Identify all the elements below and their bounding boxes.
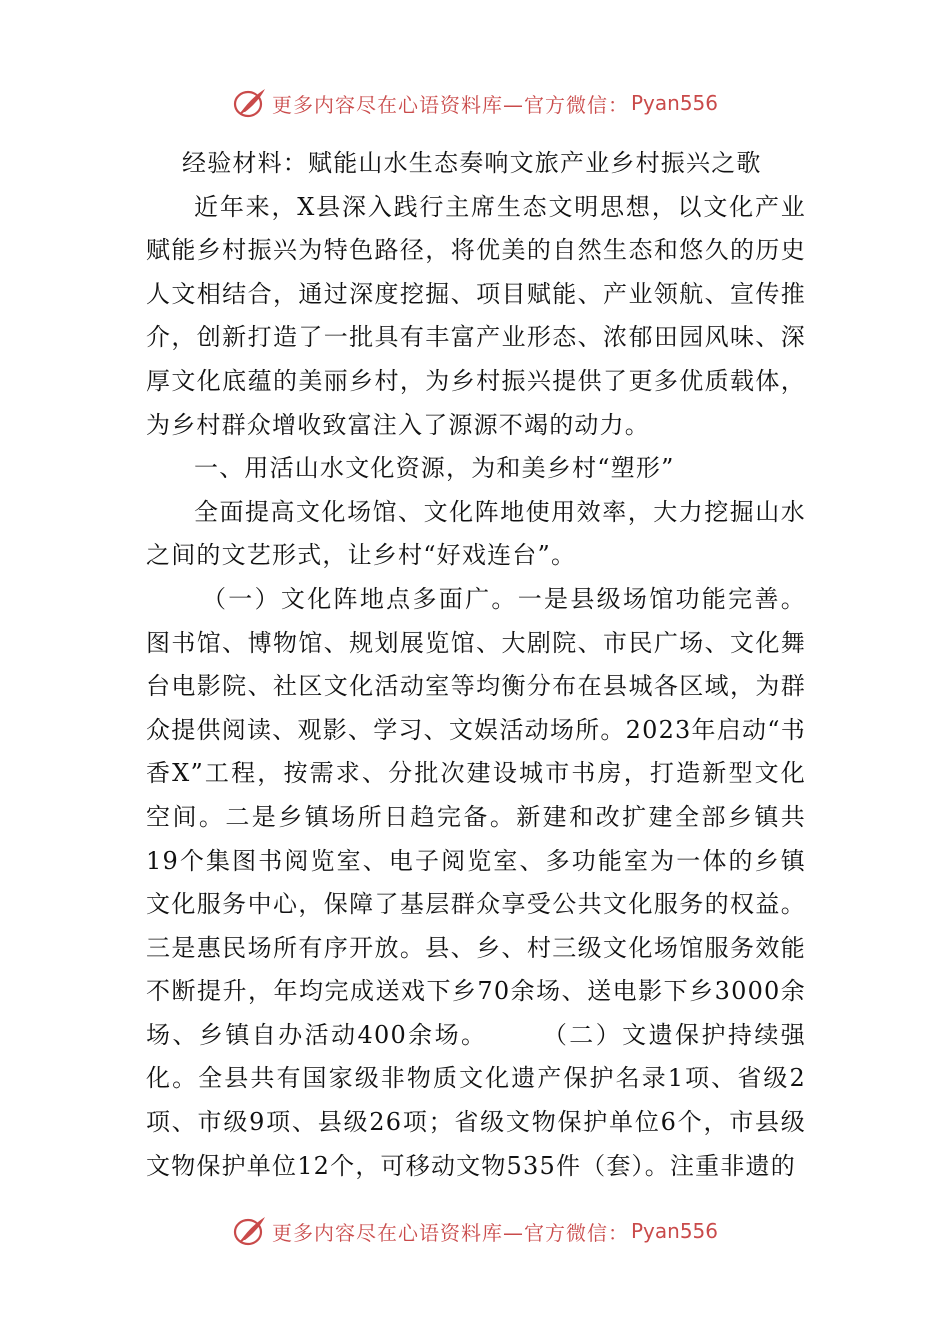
watermark-handle: Pyan556: [630, 1219, 718, 1243]
document-body: [146, 142, 806, 1188]
intro-paragraph: 近年来，X县深入践行主席生态文明思想，以文化产业赋能乡村振兴为特色路径，将优美的自然生态和悠久的历史人文相结合，通过深度挖掘、项目赋能、产业领航、宣传推介，创新打造了一批具有丰富产业形态、浓郁田园风味、深厚文化底蕴的美丽乡村，为乡村振兴提供了更多优质载体，为乡村群众增收致富注入了源源不竭的动力。: [146, 192, 806, 439]
watermark-header: [0, 86, 950, 120]
watermark-text: 更多内容尽在心语资料库—官方微信：: [271, 1220, 629, 1245]
quill-pen-logo-icon: [232, 86, 268, 120]
subsection-paragraph: （一）文化阵地点多面广。一是县级场馆功能完善。图书馆、博物馆、规划展览馆、大剧院、市民广场、文化舞台电影院、社区文化活动室等均衡分布在县城各区域，为群众提供阅读、观影、学习、文娱活动场所。2023年启动“书香X”工程，按需求、分批次建设城市书房，打造新型文化空间。二是乡镇场所日趋完备。新建和改扩建全部乡镇共19个集图书阅览室、电子阅览室、多功能室为一体的乡镇文化服务中心，保障了基层群众享受公共文化服务的权益。三是惠民场所有序开放。县、乡、村三级文化场馆服务效能不断提升，年均完成送戏下乡70余场、送电影下乡3000余场、乡镇自办活动400余场。 （二）文遗保护持续强化。全县共有国家级非物质文化遗产保护名录1项、省级2项、市级9项、县级26项；省级文物保护单位6个，市县级文物保护单位12个，可移动文物535件（套）。注重非遗的: [146, 584, 806, 1180]
watermark-handle: Pyan556: [630, 91, 718, 115]
section-heading: 一、用活山水文化资源，为和美乡村“塑形”: [194, 454, 675, 483]
document-title: 经验材料：赋能山水生态奏响文旅产业乡村振兴之歌: [182, 149, 762, 177]
quill-pen-logo-icon: [232, 1214, 268, 1248]
watermark-text: 更多内容尽在心语资料库—官方微信：: [271, 92, 629, 117]
section-intro-paragraph: 全面提高文化场馆、文化阵地使用效率，大力挖掘山水之间的文艺形式，让乡村“好戏连台”。: [146, 497, 806, 570]
watermark-footer: [0, 1214, 950, 1248]
